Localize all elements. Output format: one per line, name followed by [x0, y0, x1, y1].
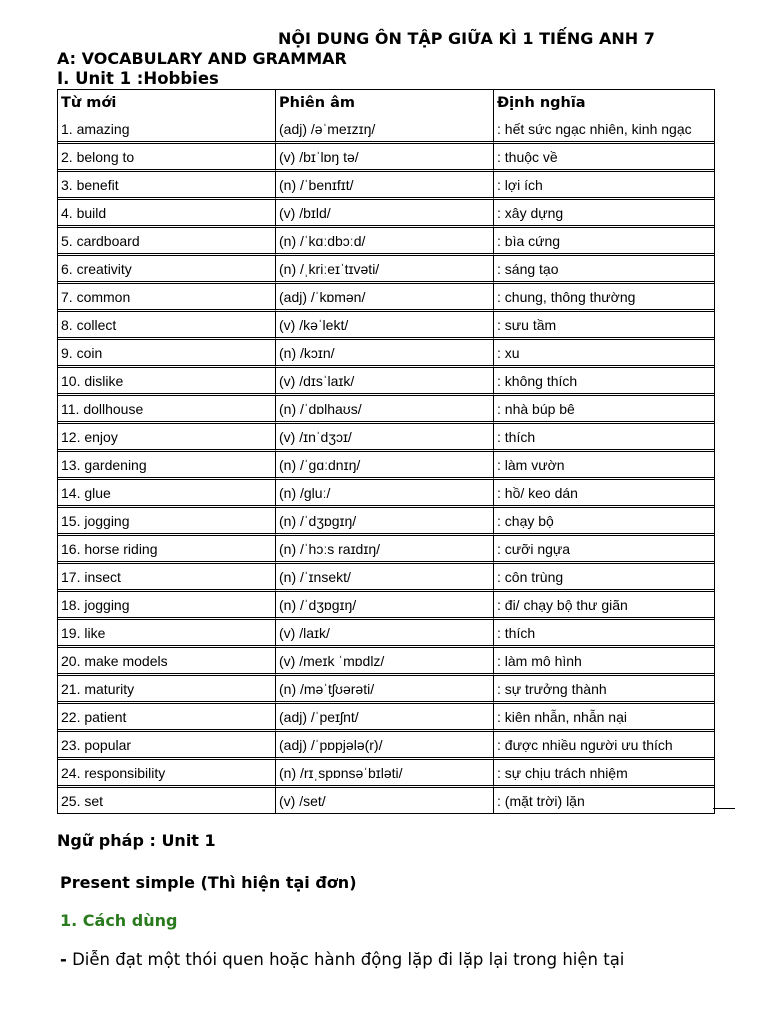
table-row — [58, 648, 714, 676]
vocab-word-cell: 19. like — [58, 620, 276, 648]
vocab-definition-cell: : thuộc về — [494, 144, 714, 172]
vocab-pronunciation-cell: (n) /ˈkɑːdbɔːd/ — [276, 228, 494, 256]
vocab-pronunciation-cell: (v) /set/ — [276, 788, 494, 813]
vocab-word-cell: 17. insect — [58, 564, 276, 592]
table-row — [58, 676, 714, 704]
vocab-word-cell: 21. maturity — [58, 676, 276, 704]
table-row — [58, 284, 714, 312]
vocab-word-cell: 24. responsibility — [58, 760, 276, 788]
table-row — [58, 368, 714, 396]
vocab-definition-cell: : xây dựng — [494, 200, 714, 228]
vocab-definition-cell: : thích — [494, 620, 714, 648]
table-row — [58, 760, 714, 788]
vocab-definition-cell: : làm mô hình — [494, 648, 714, 676]
vocab-pronunciation-cell: (adj) /əˈmeɪzɪŋ/ — [276, 116, 494, 144]
vocab-pronunciation-cell: (n) /ˈɡɑːdnɪŋ/ — [276, 452, 494, 480]
vocab-definition-cell: : sáng tạo — [494, 256, 714, 284]
table-row — [58, 620, 714, 648]
vocab-pronunciation-cell: (v) /bɪˈlɒŋ tə/ — [276, 144, 494, 172]
table-row — [58, 452, 714, 480]
vocab-definition-cell: : chạy bộ — [494, 508, 714, 536]
vocab-word-cell: 25. set — [58, 788, 276, 813]
vocab-word-cell: 8. collect — [58, 312, 276, 340]
table-row — [58, 564, 714, 592]
vocab-word-cell: 5. cardboard — [58, 228, 276, 256]
usage-heading: 1. Cách dùng — [60, 911, 178, 930]
vocab-definition-cell: : xu — [494, 340, 714, 368]
vocab-definition-cell: : lợi ích — [494, 172, 714, 200]
table-row — [58, 116, 714, 144]
vocab-pronunciation-cell: (n) /ˈhɔːs raɪdɪŋ/ — [276, 536, 494, 564]
vocab-pronunciation-cell: (v) /ɪnˈdʒɔɪ/ — [276, 424, 494, 452]
table-row — [58, 200, 714, 228]
vocab-word-cell: 20. make models — [58, 648, 276, 676]
vocab-word-cell: 18. jogging — [58, 592, 276, 620]
vocab-pronunciation-cell: (adj) /ˈkɒmən/ — [276, 284, 494, 312]
usage-line — [60, 950, 624, 969]
table-row — [58, 424, 714, 452]
table-row — [58, 480, 714, 508]
vocab-pronunciation-cell: (v) /bɪld/ — [276, 200, 494, 228]
vocab-word-cell: 9. coin — [58, 340, 276, 368]
table-header-row — [58, 90, 714, 116]
vocab-word-cell: 4. build — [58, 200, 276, 228]
vocab-word-cell: 7. common — [58, 284, 276, 312]
vocab-definition-cell: : hết sức ngạc nhiên, kinh ngạc — [494, 116, 714, 144]
table-row — [58, 312, 714, 340]
vocab-pronunciation-cell: (n) /ɡluː/ — [276, 480, 494, 508]
vocab-pronunciation-cell: (v) /dɪsˈlaɪk/ — [276, 368, 494, 396]
table-row — [58, 704, 714, 732]
vocab-word-cell: 3. benefit — [58, 172, 276, 200]
vocab-definition-cell: : đi/ chạy bộ thư giãn — [494, 592, 714, 620]
vocab-definition-cell: : côn trùng — [494, 564, 714, 592]
table-row — [58, 592, 714, 620]
vocab-definition-cell: : chung, thông thường — [494, 284, 714, 312]
vocab-word-cell: 13. gardening — [58, 452, 276, 480]
vocab-definition-cell: : bìa cứng — [494, 228, 714, 256]
vocab-word-cell: 16. horse riding — [58, 536, 276, 564]
table-row — [58, 340, 714, 368]
grammar-title: Ngữ pháp : Unit 1 — [57, 831, 216, 850]
vocab-definition-cell: : sưu tầm — [494, 312, 714, 340]
vocab-definition-cell: : sự chịu trách nhiệm — [494, 760, 714, 788]
vocab-pronunciation-cell: (adj) /ˈpɒpjələ(r)/ — [276, 732, 494, 760]
vocab-pronunciation-cell: (n) /kɔɪn/ — [276, 340, 494, 368]
vocab-pronunciation-cell: (adj) /ˈpeɪʃnt/ — [276, 704, 494, 732]
vocab-definition-cell: : sự trưởng thành — [494, 676, 714, 704]
vocab-definition-cell: : được nhiều người ưu thích — [494, 732, 714, 760]
table-row — [58, 144, 714, 172]
vocab-pronunciation-cell: (n) /məˈtʃʊərəti/ — [276, 676, 494, 704]
vocab-definition-cell: : nhà búp bê — [494, 396, 714, 424]
table-row — [58, 228, 714, 256]
vocab-pronunciation-cell: (n) /ˈdʒɒɡɪŋ/ — [276, 508, 494, 536]
document-title: NỘI DUNG ÔN TẬP GIỮA KÌ 1 TIẾNG ANH 7 — [278, 29, 655, 48]
vocab-word-cell: 14. glue — [58, 480, 276, 508]
table-row — [58, 256, 714, 284]
vocab-word-cell: 12. enjoy — [58, 424, 276, 452]
vocab-word-cell: 15. jogging — [58, 508, 276, 536]
vocab-definition-cell: : cưỡi ngựa — [494, 536, 714, 564]
vocab-pronunciation-cell: (v) /laɪk/ — [276, 620, 494, 648]
vocab-definition-cell: : hồ/ keo dán — [494, 480, 714, 508]
vocab-pronunciation-cell: (v) /kəˈlekt/ — [276, 312, 494, 340]
column-header-definition: Định nghĩa — [497, 95, 586, 111]
vocab-word-cell: 10. dislike — [58, 368, 276, 396]
table-row — [58, 172, 714, 200]
vocab-word-cell: 11. dollhouse — [58, 396, 276, 424]
vocab-word-cell: 22. patient — [58, 704, 276, 732]
vocab-word-cell: 6. creativity — [58, 256, 276, 284]
vocabulary-table-body — [58, 116, 714, 813]
table-row — [58, 788, 714, 813]
table-row — [58, 536, 714, 564]
unit-heading: I. Unit 1 :Hobbies — [57, 69, 219, 88]
table-row — [58, 732, 714, 760]
vocabulary-table-frame — [57, 89, 715, 814]
vocab-word-cell: 1. amazing — [58, 116, 276, 144]
usage-text: Diễn đạt một thói quen hoặc hành động lặp đi lặp lại trong hiện tại — [66, 950, 625, 969]
vocab-definition-cell: : (mặt trời) lặn — [497, 792, 585, 809]
column-header-pronunciation: Phiên âm — [276, 90, 494, 116]
vocab-definition-cell: : kiên nhẫn, nhẫn nại — [494, 704, 714, 732]
usage-dash: - — [60, 950, 67, 969]
vocab-pronunciation-cell: (v) /meɪk ˈmɒdlz/ — [276, 648, 494, 676]
vocab-definition-cell: : không thích — [494, 368, 714, 396]
horizontal-rule — [713, 808, 735, 809]
vocab-word-cell: 2. belong to — [58, 144, 276, 172]
table-row — [58, 396, 714, 424]
vocab-definition-cell: : làm vườn — [494, 452, 714, 480]
grammar-topic: Present simple (Thì hiện tại đơn) — [60, 873, 357, 892]
vocab-word-cell: 23. popular — [58, 732, 276, 760]
section-heading: A: VOCABULARY AND GRAMMAR — [57, 49, 347, 68]
table-row — [58, 508, 714, 536]
vocab-pronunciation-cell: (n) /ˌkriːeɪˈtɪvəti/ — [276, 256, 494, 284]
vocab-definition-cell: : thích — [494, 424, 714, 452]
vocab-pronunciation-cell: (n) /ˈɪnsekt/ — [276, 564, 494, 592]
column-header-word: Từ mới — [58, 90, 276, 116]
vocab-pronunciation-cell: (n) /ˈbenɪfɪt/ — [276, 172, 494, 200]
vocabulary-table — [58, 90, 714, 813]
vocab-pronunciation-cell: (n) /ˈdʒɒɡɪŋ/ — [276, 592, 494, 620]
vocab-pronunciation-cell: (n) /rɪˌspɒnsəˈbɪləti/ — [276, 760, 494, 788]
vocab-pronunciation-cell: (n) /ˈdɒlhaʊs/ — [276, 396, 494, 424]
